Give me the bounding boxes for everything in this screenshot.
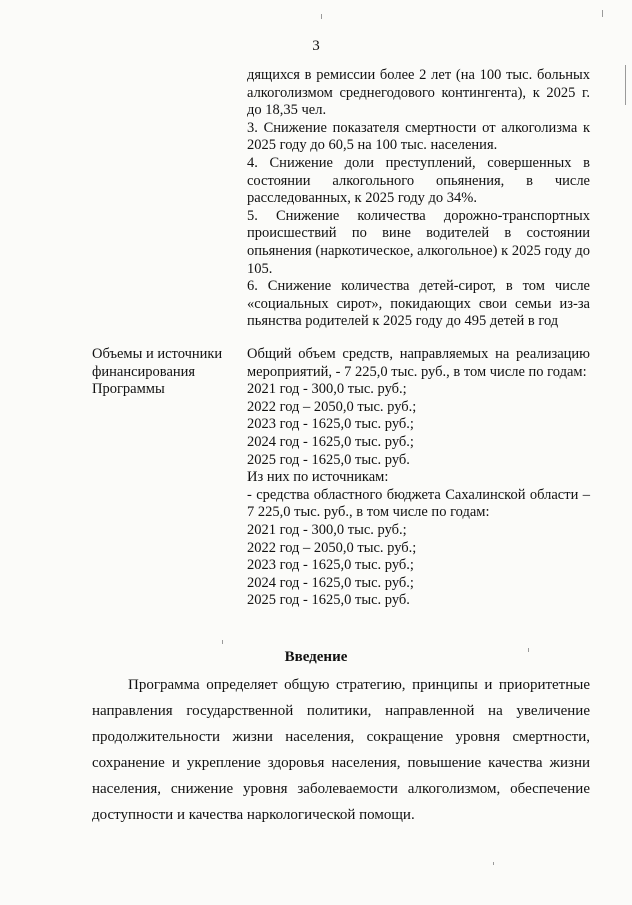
funding-line: 2021 год - 300,0 тыс. руб.;	[247, 381, 407, 398]
funding-line: - средства областного бюджета Сахалинской области – 7 225,0 тыс. руб., в том числе по годам:	[247, 486, 590, 521]
scan-mark	[602, 10, 603, 17]
funding-line: 2022 год – 2050,0 тыс. руб.;	[247, 539, 417, 556]
funding-line: 2022 год – 2050,0 тыс. руб.;	[247, 398, 417, 415]
funding-line: 2024 год - 1625,0 тыс. руб.;	[247, 433, 414, 450]
scan-mark	[321, 14, 322, 19]
goal-item: 3. Снижение показателя смертности от алкоголизма к 2025 году до 60,5 на 100 тыс. населения.	[247, 119, 590, 154]
funding-line: 2023 год - 1625,0 тыс. руб.;	[247, 557, 414, 574]
page-number: 3	[312, 38, 320, 54]
funding-line: Общий объем средств, направляемых на реализацию мероприятий, - 7 225,0 тыс. руб., в том числе по годам:	[247, 346, 590, 380]
scan-mark	[528, 648, 529, 652]
goal-item: 4. Снижение доли преступлений, совершенных в состоянии алкогольного опьянения, в числе расследованных, к 2025 году до 34%.	[247, 154, 590, 207]
goal-item: дящихся в ремиссии более 2 лет (на 100 тыс. больных алкоголизмом среднегодового контингента), к 2025 г. до 18,35 чел.	[247, 67, 590, 119]
funding-line: Из них по источникам:	[247, 469, 389, 486]
scan-mark	[222, 640, 223, 644]
goal-item: 6. Снижение количества детей-сирот, в том числе «социальных сирот», покидающих свои семьи из-за пьянства родителей к 2025 году до 495 детей в год	[247, 278, 590, 330]
funding-details	[247, 346, 590, 610]
funding-line: 2024 год - 1625,0 тыс. руб.;	[247, 574, 414, 591]
section-heading: Введение	[284, 649, 348, 665]
program-goals	[247, 67, 590, 331]
funding-line: 2021 год - 300,0 тыс. руб.;	[247, 521, 407, 538]
intro-paragraph: Программа определяет общую стратегию, принципы и приоритетные направления государственной политики, направленной на увеличение продолжительности жизни населения, сокращение уровня смертности, сохранение и укрепление здоровья населения, повышение качества жизни населения, снижение уровня заболеваемости алкоголизмом, обеспечение доступности и качества наркологической помощи.	[92, 677, 590, 823]
funding-line: 2025 год - 1625,0 тыс. руб.	[247, 451, 410, 468]
funding-line: 2025 год - 1625,0 тыс. руб.	[247, 592, 410, 609]
scan-mark	[625, 65, 626, 105]
scan-mark	[493, 862, 494, 865]
goal-item: 5. Снижение количества дорожно-транспортных происшествий по вине водителей в состоянии опьянения (наркотическое, алкогольное) к 2025 году до 105.	[247, 207, 590, 277]
funding-label: Объемы и источники финансирования Программы	[92, 346, 223, 398]
funding-line: 2023 год - 1625,0 тыс. руб.;	[247, 416, 414, 433]
